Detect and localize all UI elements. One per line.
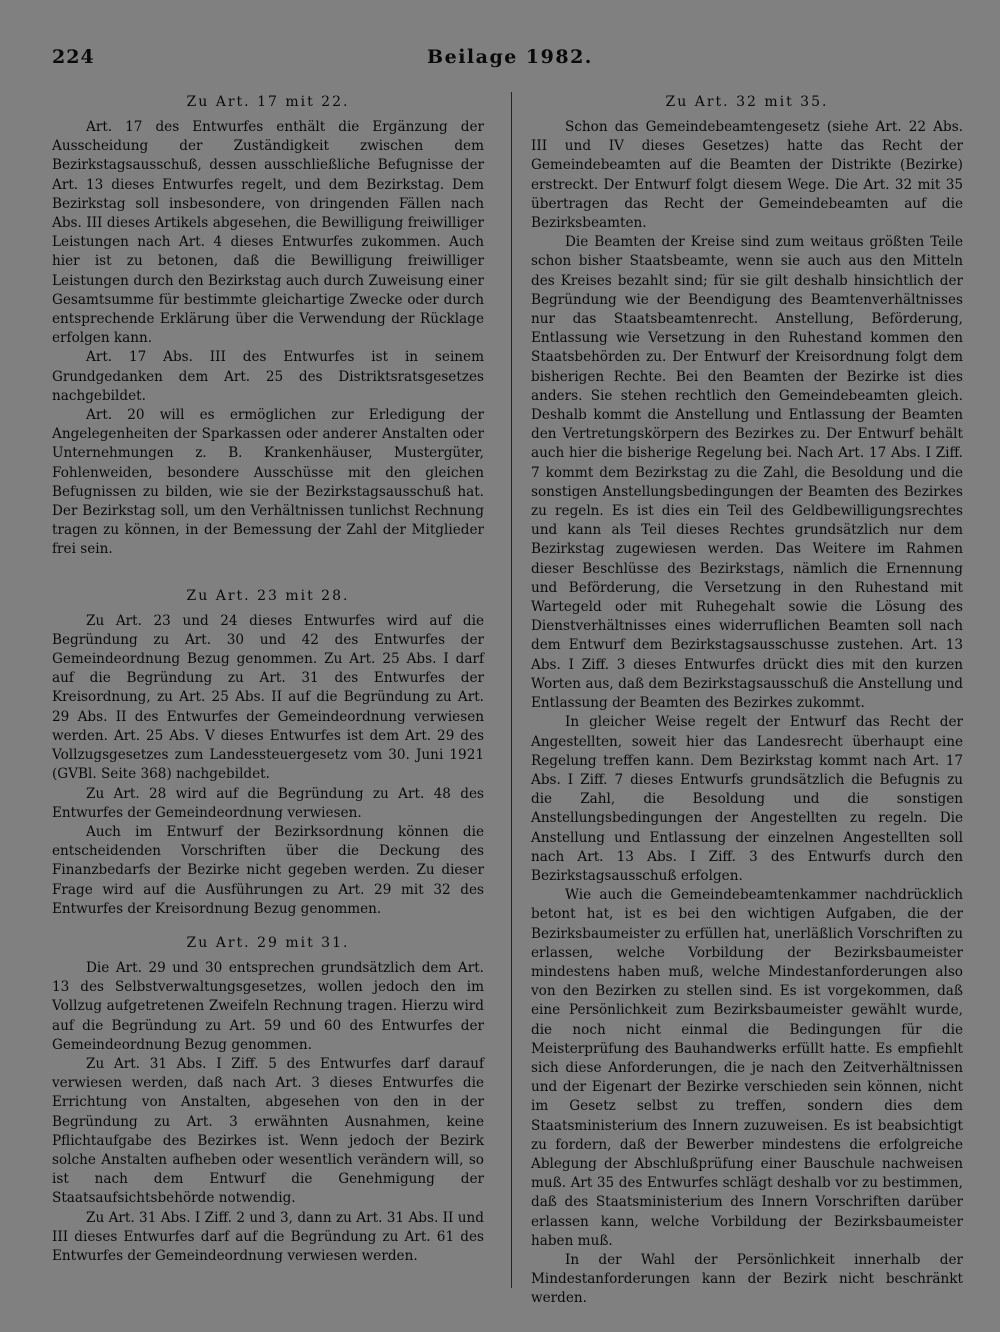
section-heading: Zu Art. 29 mit 31.	[186, 934, 350, 951]
paragraph: Die Beamten der Kreise sind zum weitaus größten Teile schon bisher Staatsbeamte, wenn sie auch aus den Mitteln des Kreises bezahlt sind; für sie gilt deshalb hinsichtlich der Begründung wie der Beendigung des Beamtenverhältnisses nur das Staatsbeamtenrecht. Anstellung, Beförderung, Entlassung wie Versetzung in den Ruhestand kommen den Staatsbehörden zu. Der Entwurf der Kreisordnung folgt dem bisherigen Rechte. Bei den Beamten der Bezirke ist dies anders. Sie stehen rechtlich den Gemeindebeamten gleich. Deshalb kommt die Anstellung und Entlassung der Beamten den Vertretungskörpern des Bezirkes zu. Der Entwurf behält auch hier die bisherige Regelung bei. Nach Art. 17 Abs. I Ziff. 7 kommt dem Bezirkstag zu die Zahl, die Besoldung und die sonstigen Anstellungsbedingungen der Beamten des Bezirkes zu regeln. Es ist dies ein Teil des Geldbewilligungsrechtes und kann als Teil dieses Rechtes grundsätzlich nur dem Bezirkstag zugewiesen werden. Das Weitere im Rahmen dieser Beschlüsse des Bezirkstags, nämlich die Ernennung und Beförderung, die Versetzung in den Ruhestand mit Wartegeld oder mit Ruhegehalt sowie die Lösung des Dienstverhältnisses eines widerruflichen Beamten soll nach dem Entwurf dem Bezirkstagsausschusse zustehen. Art. 13 Abs. I Ziff. 3 dieses Entwurfes drückt dies mit den kurzen Worten aus, daß dem Bezirkstagsausschuß die Anstellung und Entlassung der Beamten des Bezirkes zukommt.	[531, 234, 963, 712]
page-number: 224	[52, 46, 95, 68]
paragraph: Schon das Gemeindebeamtengesetz (siehe Art. 22 Abs. III und IV dieses Gesetzes) hatte das Recht der Gemeindebeamten auf die Beamten der Distrikte (Bezirke) erstreckt. Der Entwurf folgt diesem Wege. Die Art. 32 mit 35 übertragen das Recht der Gemeindebeamten auf die Bezirksbeamten.	[531, 119, 963, 232]
page-title: Beilage 1982.	[427, 46, 593, 68]
paragraph: Wie auch die Gemeindebeamtenkammer nachdrücklich betont hat, ist es bei den wichtigen Aufgaben, die der Bezirksbaumeister zu erfüllen hat, unerläßlich Vorschriften zu erlassen, welche Vorbildung der Bezirksbaumeister mindestens haben muß, welche Mindestanforderungen also von den Bezirken zu stellen sind. Es ist vorgekommen, daß eine Persönlichkeit zum Bezirksbaumeister gewählt wurde, die noch nicht einmal die Bedingungen für die Meisterprüfung des Bauhandwerks erfüllt hatte. Es empfiehlt sich diese Anforderungen, die je nach den Zeitverhältnissen und der Eigenart der Bezirke verschieden sein können, nicht im Gesetz selbst zu treffen, sondern dies dem Staatsministerium des Innern zuzuweisen. Es ist beabsichtigt zu fordern, daß der Bewerber mindestens die erfolgreiche Ablegung der Abschlußprüfung einer Bauschule nachweisen muß. Art 35 des Entwurfes schlägt deshalb vor zu bestimmen, daß des Staatsministerium des Innern Vorschriften darüber erlassen kann, welche Vorbildung der Bezirksbaumeister haben muß.	[531, 887, 963, 1249]
column-divider	[511, 92, 512, 1288]
section-spacer	[52, 560, 484, 586]
section-heading: Zu Art. 32 mit 35.	[665, 94, 829, 110]
paragraph: In der Wahl der Persönlichkeit innerhalb der Mindestanforderungen kann der Bezirk nicht beschränkt werden.	[531, 1251, 963, 1307]
paragraph: Auch im Entwurf der Bezirksordnung können die entscheidenden Vorschriften über die Deckung des Finanzbedarfs der Bezirke nicht gegeben werden. Zu dieser Frage wird auf die Ausführungen zu Art. 29 mit 32 des Entwurfes der Kreisordnung Bezug genommen.	[52, 823, 484, 917]
section-art-32-35	[531, 92, 963, 1309]
paragraph: Die Art. 29 und 30 entsprechen grundsätzlich dem Art. 13 des Selbstverwaltungsgesetzes, wollen jedoch den im Vollzug aufgetretenen Zweifeln Rechnung tragen. Hierzu wird auf die Begründung zu Art. 59 und 60 des Entwurfes der Gemeindeordnung Bezug genommen.	[52, 959, 484, 1053]
paragraph: Zu Art. 23 und 24 dieses Entwurfes wird auf die Begründung zu Art. 30 und 42 des Entwurfes der Gemeindeordnung Bezug genommen. Zu Art. 25 Abs. I darf auf die Begründung zu Art. 31 des Entwurfes der Kreisordnung, zu Art. 25 Abs. II auf die Begründung zu Art. 29 Abs. II des Entwurfes der Gemeindeordnung verwiesen werden. Art. 25 Abs. V dieses Entwurfes ist dem Art. 29 des Vollzugsgesetzes zum Landessteuergesetz vom 30. Juni 1921 (GVBl. Seite 368) nachgebildet.	[52, 612, 484, 783]
section-art-29-31	[52, 933, 484, 1266]
paragraph: Art. 17 Abs. III des Entwurfes ist in seinem Grundgedanken dem Art. 25 des Distriktsratsgesetzes nachgebildet.	[52, 349, 484, 404]
section-art-17-22	[52, 92, 484, 560]
paragraph: Zu Art. 31 Abs. I Ziff. 5 des Entwurfes darf darauf verwiesen werden, daß nach Art. 3 dieses Entwurfes die Errichtung von Anstalten, abgesehen von den in der Begründung zu Art. 3 erwähnten Ausnahmen, keine Pflichtaufgabe des Bezirkes ist. Wenn jedoch der Bezirk solche Anstalten aufheben oder wesentlich verändern will, so ist nach dem Entwurf die Genehmigung der Staatsaufsichtsbehörde notwendig.	[52, 1055, 484, 1207]
paragraph: In gleicher Weise regelt der Entwurf das Recht der Angestellten, soweit hier das Landesrecht überhaupt eine Regelung treffen kann. Dem Bezirkstag kommt nach Art. 17 Abs. I Ziff. 7 dieses Entwurfs grundsätzlich die Befugnis zu die Zahl, die Besoldung und die sonstigen Anstellungsbedingungen der Angestellten zu regeln. Die Anstellung und Entlassung der einzelnen Angestellten soll nach Art. 13 Abs. I Ziff. 3 des Entwurfs durch den Bezirkstagsausschuß erfolgen.	[531, 714, 963, 884]
running-header	[52, 46, 968, 74]
paragraph: Art. 17 des Entwurfes enthält die Ergänzung der Ausscheidung der Zuständigkeit zwischen dem Bezirkstagsausschuß, dessen ausschließliche Befugnisse der Art. 13 dieses Entwurfes regelt, und dem Bezirkstag. Dem Bezirkstag soll insbesondere, von dringenden Fällen nach Abs. III dieses Artikels abgesehen, die Bewilligung freiwilliger Leistungen nach Art. 4 dieses Entwurfes zukommen. Auch hier ist zu betonen, daß die Bewilligung freiwilliger Leistungen durch den Bezirkstag auch durch Zuweisung einer Gesamtsumme für bestimmte gleichartige Zwecke oder durch entsprechende Erklärung über die Verwendung der Rücklage erfolgen kann.	[52, 119, 484, 347]
right-column	[531, 92, 963, 1309]
paragraph: Zu Art. 31 Abs. I Ziff. 2 und 3, dann zu Art. 31 Abs. II und III dieses Entwurfes darf auf die Begründung zu Art. 61 des Entwurfes der Gemeindeordnung verwiesen werden.	[52, 1209, 484, 1264]
section-spacer	[52, 919, 484, 933]
section-heading: Zu Art. 17 mit 22.	[186, 94, 350, 110]
section-art-23-28	[52, 586, 484, 919]
paragraph: Zu Art. 28 wird auf die Begründung zu Art. 48 des Entwurfes der Gemeindeordnung verwiesen.	[52, 785, 484, 821]
paragraph: Art. 20 will es ermöglichen zur Erledigung der Angelegenheiten der Sparkassen oder anderer Anstalten oder Unternehmungen z. B. Krankenhäuser, Mustergüter, Fohlenweiden, besondere Ausschüsse mit den gleichen Befugnissen zu bilden, wie sie der Bezirkstagsausschuß hat. Der Bezirkstag soll, um den Verhältnissen tunlichst Rechnung tragen zu können, in der Bemessung der Zahl der Mitglieder frei sein.	[52, 407, 484, 558]
section-heading: Zu Art. 23 mit 28.	[186, 587, 350, 604]
left-column	[52, 92, 484, 1266]
